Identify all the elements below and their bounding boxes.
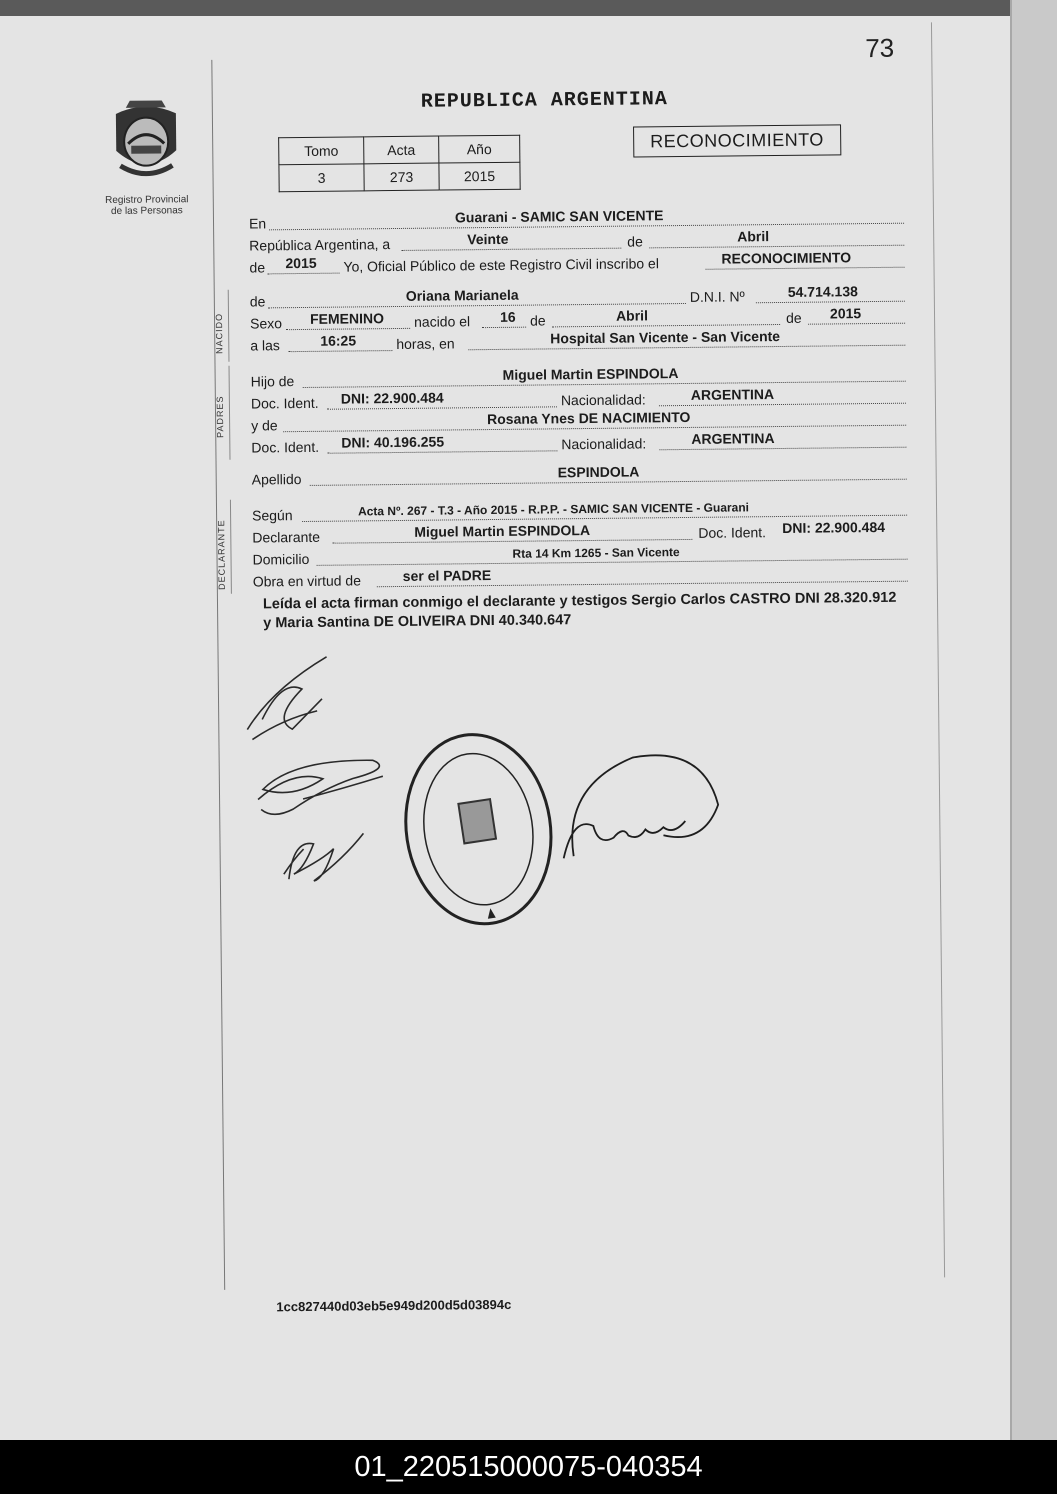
a-las-label: a las bbox=[250, 337, 280, 354]
father-name-value: Miguel Martin ESPINDOLA bbox=[502, 365, 679, 383]
de-label: de bbox=[249, 259, 266, 276]
doc-label: Doc. Ident. bbox=[251, 438, 320, 456]
signatures-graphic bbox=[231, 643, 894, 950]
birth-month-value: Abril bbox=[615, 307, 648, 324]
apellido-label: Apellido bbox=[251, 471, 302, 488]
domicilio-label: Domicilio bbox=[252, 550, 310, 568]
child-name-value: Oriana Marianela bbox=[405, 286, 519, 304]
registry-logo bbox=[86, 95, 207, 217]
obra-value: ser el PADRE bbox=[402, 567, 492, 584]
child-dni-value: 54.714.138 bbox=[787, 283, 858, 300]
acta-value: 273 bbox=[364, 163, 439, 191]
apellido-value: ESPINDOLA bbox=[557, 463, 640, 481]
month-value: Abril bbox=[737, 228, 770, 245]
closing-statement: Leída el acta firman conmigo el declarante y testigos Sergio Carlos CASTRO DNI 28.320.912 y Maria Santina DE OLIVEIRA DNI 40.340.647 bbox=[262, 589, 897, 632]
left-margin-rule bbox=[211, 60, 225, 1290]
witness-signature-2 bbox=[258, 760, 384, 814]
padres-divider bbox=[229, 366, 231, 460]
scan-right-edge bbox=[1010, 0, 1057, 1440]
table-header: Acta bbox=[364, 136, 439, 164]
sexo-value: FEMENINO bbox=[309, 310, 385, 327]
witness-signature-1 bbox=[247, 657, 328, 740]
day-value: Veinte bbox=[467, 230, 509, 248]
birth-certificate-sheet bbox=[105, 22, 943, 1315]
horas-label: horas, en bbox=[396, 335, 455, 353]
table-header: Tomo bbox=[279, 137, 364, 165]
en-label: En bbox=[248, 215, 267, 232]
oficial-text: Yo, Oficial Público de este Registro Civil inscribo el bbox=[343, 255, 659, 275]
de-label: de bbox=[785, 309, 802, 326]
declarante-section-label: DECLARANTE bbox=[216, 519, 227, 590]
doc-label: Doc. Ident. bbox=[250, 394, 319, 412]
country-title: REPUBLICA ARGENTINA bbox=[420, 88, 668, 114]
right-margin-rule bbox=[931, 22, 945, 1277]
place-value: Guarani - SAMIC SAN VICENTE bbox=[454, 207, 664, 226]
nacionalidad-label: Nacionalidad: bbox=[561, 435, 647, 453]
segun-value: Acta Nº. 267 - T.3 - Año 2015 - R.P.P. - SAMIC SAN VICENTE - Guarani bbox=[357, 500, 750, 519]
y-de-label: y de bbox=[251, 417, 278, 434]
republica-label: República Argentina, a bbox=[249, 236, 391, 254]
register-table bbox=[278, 135, 521, 193]
declarante-label: Declarante bbox=[252, 528, 321, 546]
dni-label: D.N.I. Nº bbox=[689, 288, 745, 305]
ano-value: 2015 bbox=[439, 162, 520, 190]
father-nationality-value: ARGENTINA bbox=[690, 386, 775, 403]
signature-area bbox=[231, 643, 894, 950]
father-doc-value: DNI: 22.900.484 bbox=[340, 389, 444, 407]
mother-nationality-value: ARGENTINA bbox=[691, 430, 775, 447]
table-header-row bbox=[279, 135, 520, 165]
birth-day-value: 16 bbox=[499, 308, 516, 325]
padres-section-label: PADRES bbox=[214, 395, 226, 438]
registry-label-1: Registro Provincial bbox=[105, 194, 189, 207]
declarante-divider bbox=[230, 500, 232, 594]
declarante-name-value: Miguel Martin ESPINDOLA bbox=[414, 521, 591, 540]
document-type-box: RECONOCIMIENTO bbox=[633, 124, 841, 157]
table-header: Año bbox=[439, 135, 520, 163]
mother-name-value: Rosana Ynes DE NACIMIENTO bbox=[487, 408, 691, 428]
tomo-value: 3 bbox=[279, 164, 364, 192]
scan-top-edge bbox=[0, 0, 1010, 16]
nacionalidad-label: Nacionalidad: bbox=[560, 391, 646, 409]
declarante-doc-value: DNI: 22.900.484 bbox=[782, 518, 886, 536]
doc-label: Doc. Ident. bbox=[698, 524, 767, 541]
de-label: de bbox=[627, 233, 643, 250]
coat-of-arms-icon bbox=[106, 95, 187, 186]
file-id-bar: 01_220515000075-040354 bbox=[0, 1440, 1057, 1494]
hijo-label: Hijo de bbox=[250, 373, 295, 390]
birth-time-value: 16:25 bbox=[320, 332, 357, 349]
page-number: 73 bbox=[865, 32, 895, 64]
official-seal bbox=[393, 724, 564, 933]
declarant-signature bbox=[283, 833, 363, 881]
table-value-row bbox=[279, 162, 520, 192]
obra-label: Obra en virtud de bbox=[252, 572, 362, 590]
nacido-label: nacido el bbox=[413, 313, 471, 330]
mother-doc-value: DNI: 40.196.255 bbox=[341, 433, 445, 451]
official-signature bbox=[563, 755, 719, 859]
de-label: de bbox=[249, 293, 266, 310]
birth-year-value: 2015 bbox=[829, 305, 862, 322]
de-label: de bbox=[529, 312, 546, 329]
year-value: 2015 bbox=[285, 254, 317, 272]
registry-label-2: de las Personas bbox=[110, 205, 183, 217]
domicilio-value: Rta 14 Km 1265 - San Vicente bbox=[512, 545, 680, 561]
act-value: RECONOCIMIENTO bbox=[721, 249, 852, 267]
apellido-row bbox=[252, 461, 907, 490]
nacido-divider bbox=[228, 290, 230, 362]
nacido-section-label: NACIDO bbox=[213, 312, 225, 354]
segun-label: Según bbox=[252, 507, 293, 524]
document-hash: 1cc827440d03eb5e949d200d5d03894c bbox=[276, 1296, 512, 1315]
sexo-label: Sexo bbox=[249, 315, 283, 332]
birth-place-value: Hospital San Vicente - San Vicente bbox=[550, 327, 781, 347]
